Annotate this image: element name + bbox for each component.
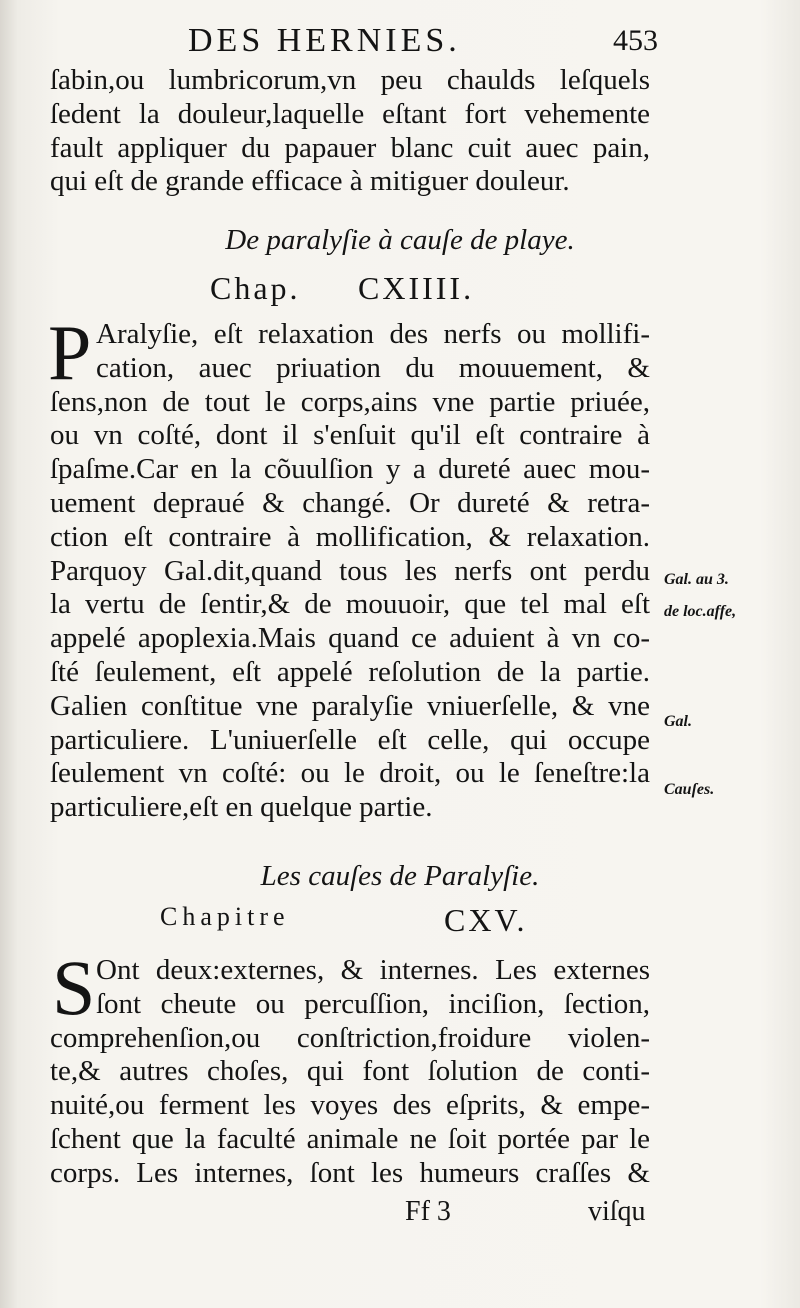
section-body [50,944,650,1191]
text-line: appelé apoplexia.Mais quand ce aduient à vn co- [50,622,650,655]
top-paragraph [50,64,650,199]
text-line: Aralyſie, eſt relaxation des nerfs ou mollifi- [96,318,650,350]
margin-note: Gal. [664,713,692,730]
chapter-number: CXIIII. [358,270,475,306]
text-line: Ont deux:externes, & internes. Les externes [96,954,650,986]
chapter-number: CXV. [444,902,528,938]
margin-note: de loc.affe, [664,603,737,620]
section-title: De paralyſie à cauſe de playe. [225,224,575,256]
text-line: ſchent que la faculté animale ne ſoit portée par le [50,1122,650,1155]
text-line: ſont cheute ou percuſſion, inciſion, ſection, [96,987,650,1020]
chapter-label: Chapitre [160,902,290,931]
margin-note: Gal. au 3. [664,571,729,588]
text-line: ction eſt contraire à mollification, & relaxation. [50,520,650,553]
chapter-label: Chap. [210,270,301,306]
chapter-heading [210,270,690,310]
drop-cap: S [52,944,96,1031]
text-line: particuliere. L'uniuerſelle eſt celle, qui occupe [50,723,650,756]
catchword: viſqu [588,1196,646,1227]
chapter-heading [160,902,640,942]
text-line: ſté ſeulement, eſt appelé reſolution de la partie. [50,655,650,688]
page-header [188,22,658,62]
text-line: fault appliquer du papauer blanc cuit auec pain, [50,131,650,164]
text-line: te,& autres choſes, qui font ſolution de conti- [50,1055,650,1088]
running-head: DES HERNIES. [188,22,461,59]
margin-note: Cauſes. [664,781,715,798]
page-number: 453 [613,24,658,57]
text-line: ſedent la douleur,laquelle eſtant fort vehemente [50,97,650,130]
section-body [48,309,650,825]
text-line: qui eſt de grande efficace à mitiguer douleur. [50,165,570,198]
text-line: la vertu de ſentir,& de mouuoir, que tel mal eſt [50,588,650,621]
text-line: ſpaſme.Car en la cõuulſion y a dureté auec mou- [50,453,650,486]
drop-cap: P [48,309,92,396]
text-line: particuliere,eſt en quelque partie. [50,791,433,824]
text-line: Galien conſtitue vne paralyſie vniuerſelle, & vne [50,689,650,722]
section-title: Les cauſes de Paralyſie. [260,860,540,892]
text-line: comprehenſion,ou conſtriction,froidure violen- [50,1021,650,1054]
text-line: ou vn coſté, dont il s'enſuit qu'il eſt contraire à [50,419,650,452]
text-line: nuité,ou ferment les voyes des eſprits, & empe- [50,1089,650,1122]
text-line: ſeulement vn coſté: ou le droit, ou le ſeneſtre:la [50,757,650,790]
text-line: cation, auec priuation du mouuement, & [96,351,650,384]
text-line: corps. Les internes, ſont les humeurs craſſes & [50,1156,650,1189]
text-line: ſabin,ou lumbricorum,vn peu chaulds leſquels [50,64,650,96]
text-line: uement depraué & changé. Or dureté & retra- [50,486,650,519]
signature-mark: Ff 3 [405,1196,451,1227]
text-line: ſens,non de tout le corps,ains vne partie priuée, [50,385,650,418]
text-line: Parquoy Gal.dit,quand tous les nerfs ont perdu [50,554,650,587]
